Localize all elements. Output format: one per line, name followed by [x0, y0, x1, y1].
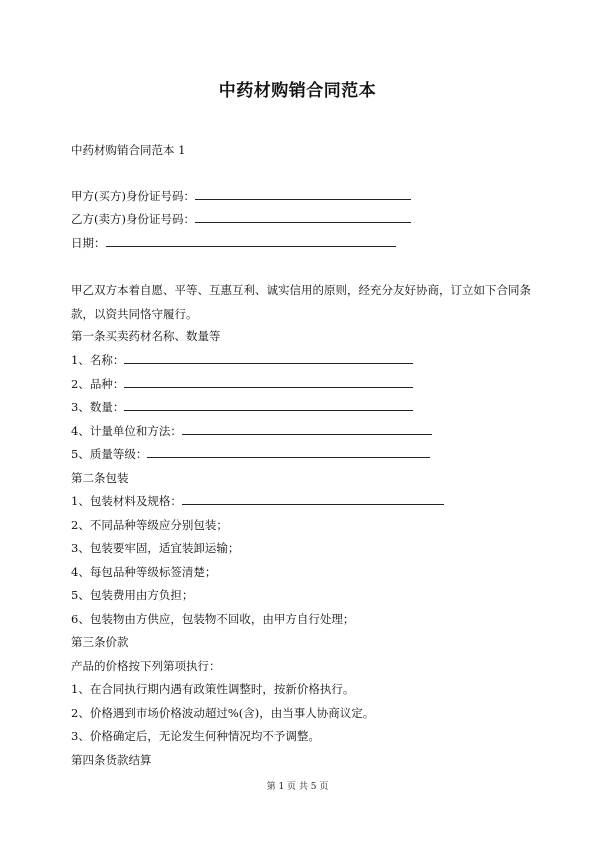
article1-item-3: [71, 399, 413, 415]
item-blank: [182, 423, 432, 435]
item-label: 1、名称：: [71, 353, 125, 367]
article2-item-2: 2、不同品种等级应分别包装；: [71, 518, 228, 532]
item-label: 1、包装材料及规格：: [71, 494, 182, 508]
party-a-label: 甲方(买方)身份证号码：: [71, 189, 195, 203]
date-blank: [106, 235, 396, 247]
item-blank: [182, 493, 444, 505]
article3-item-3: 3、价格确定后，无论发生何种情况均不予调整。: [71, 729, 320, 743]
article2-item-4: 4、每包品种等级标签清楚；: [71, 565, 217, 579]
item-label: 4、计量单位和方法：: [71, 424, 182, 438]
article1-item-2: [71, 376, 413, 392]
item-label: 3、数量：: [71, 400, 125, 414]
item-label: 5、质量等级：: [71, 447, 148, 461]
article2-heading: 第二条包装: [71, 471, 129, 485]
page-footer: 第 1 页 共 5 页: [266, 782, 329, 792]
article3-lead: 产品的价格按下列第项执行：: [71, 659, 221, 673]
article3-heading: 第三条价款: [71, 635, 129, 649]
article2-item-3: 3、包装要牢固，适宜装卸运输；: [71, 541, 240, 555]
article2-item-5: 5、包装费用由方负担；: [71, 588, 194, 602]
item-blank: [124, 399, 413, 411]
article1-item-1: [71, 352, 413, 368]
party-b-blank: [195, 211, 411, 223]
article4-heading: 第四条货款结算: [71, 753, 152, 767]
article3-item-2: 2、价格遇到市场价格波动超过%(含)，由当事人协商议定。: [71, 706, 375, 720]
article1-heading: 第一条买卖药材名称、数量等: [71, 329, 221, 343]
item-blank: [124, 376, 413, 388]
item-blank: [147, 446, 430, 458]
article1-item-4: [71, 423, 432, 439]
party-a-line: [71, 188, 411, 204]
date-label: 日期：: [71, 236, 106, 250]
document-subtitle: 中药材购销合同范本 1: [71, 143, 186, 157]
date-line: [71, 235, 396, 251]
item-label: 2、品种：: [71, 377, 125, 391]
intro-paragraph: 甲乙双方本着自愿、平等、互惠互利、诚实信用的原则，经充分友好协商，订立如下合同条款，以资共同恪守履行。: [71, 283, 531, 321]
article2-item-6: 6、包装物由方供应，包装物不回收，由甲方自行处理；: [71, 612, 355, 626]
article3-item-1: 1、在合同执行期内遇有政策性调整时，按新价格执行。: [71, 682, 355, 696]
party-a-blank: [195, 188, 411, 200]
party-b-label: 乙方(卖方)身份证号码：: [71, 212, 195, 226]
document-title: 中药材购销合同范本: [218, 81, 377, 101]
party-b-line: [71, 211, 411, 227]
item-blank: [124, 352, 413, 364]
article2-item-1: [71, 493, 444, 509]
article1-item-5: [71, 446, 430, 462]
